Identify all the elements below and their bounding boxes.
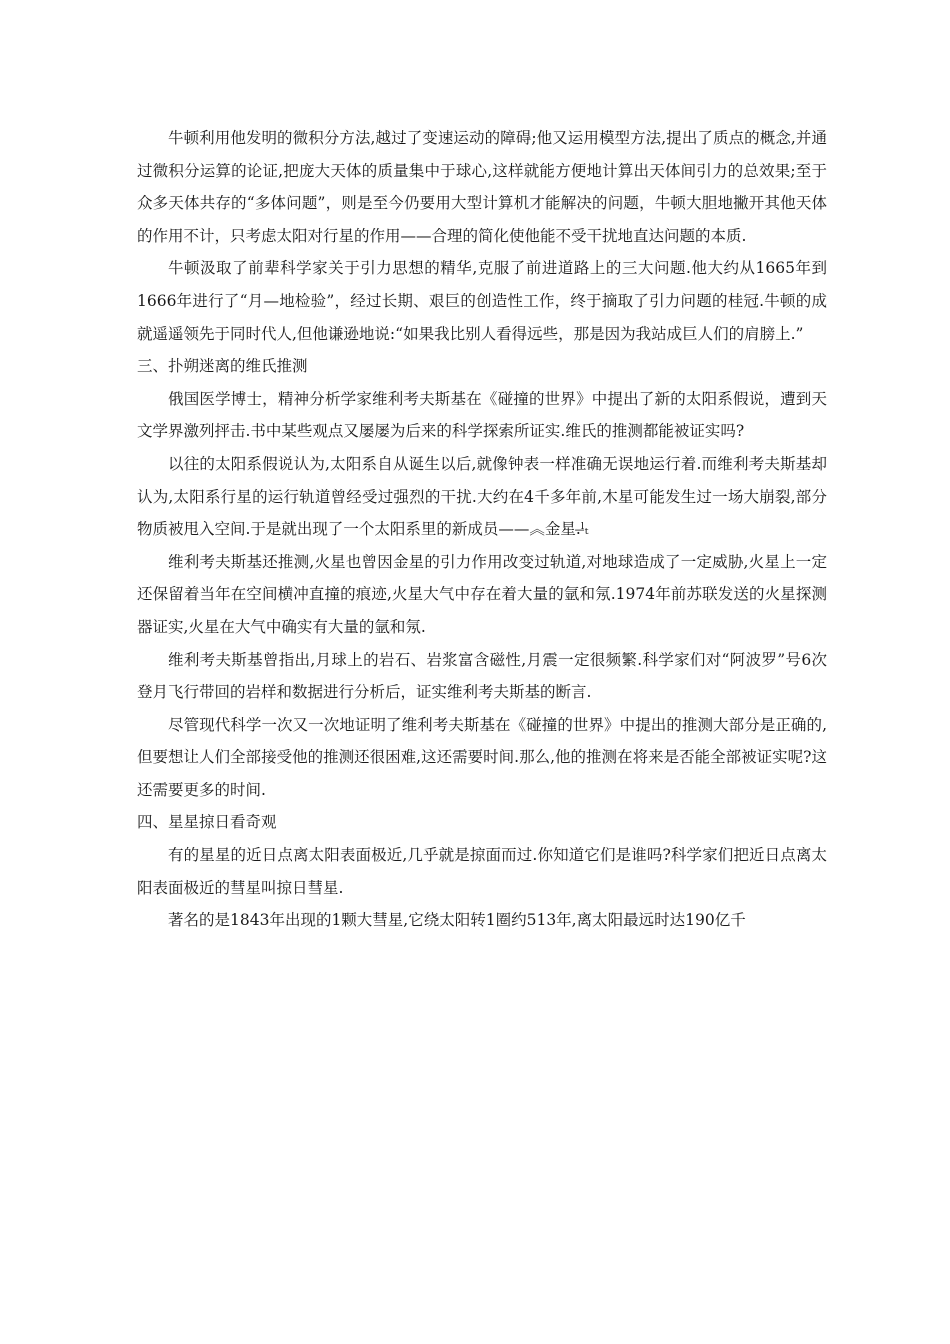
section-heading-3: 三、扑朔迷离的维氏推测 [137,357,308,376]
paragraph-sungrazers-intro: 有的星星的近日点离太阳表面极近,几乎就是掠面而过.你知道它们是谁吗?科学家们把近日点离太阳表面极近的彗星叫掠日彗星. [137,846,827,897]
paragraph-great-comet-1843: 著名的是1843年出现的1颗大彗星,它绕太阳转1圈约513年,离太阳最远时达190亿千 [168,911,746,930]
section-heading-4: 四、星星掠日看奇观 [137,813,277,832]
paragraph-velikovsky-mars: 维利考夫斯基还推测,火星也曾因金星的引力作用改变过轨道,对地球造成了一定威胁,火星上一定还保留着当年在空间横冲直撞的痕迹,火星大气中存在着大量的氩和氖.1974年前苏联发送的火星探测器证实,火星在大气中确实有大量的氩和氖. [137,552,827,636]
paragraph-newton-calculus: 牛顿利用他发明的微积分方法,越过了变速运动的障碍;他又运用模型方法,提出了质点的概念,并通过微积分运算的论证,把庞大天体的质量集中于球心,这样就能方便地计算出天体间引力的总效果;至于众多天体共存的“多体问题”，则是至今仍要用大型计算机才能解决的问题，牛顿大胆地撇开其他天体的作用不计，只考虑太阳对行星的作用——合理的简化使他能不受干扰地直达问题的本质. [137,129,827,245]
paragraph-velikovsky-intro: 俄国医学博士，精神分析学家维利考夫斯基在《碰撞的世界》中提出了新的太阳系假说，遭到天文学界激列抨击.书中某些观点又屡屡为后来的科学探索所证实.维氏的推测都能被证实吗? [137,389,827,441]
paragraph-velikovsky-moon: 维利考夫斯基曾指出,月球上的岩石、岩浆富含磁性,月震一定很频繁.科学家们对“阿波罗”号6次登月飞行带回的岩样和数据进行分析后，证实维利考夫斯基的断言. [137,650,827,702]
paragraph-newton-moon-earth: 牛顿汲取了前辈科学家关于引力思想的精华,克服了前进道路上的三大问题.他大约从1665年到1666年进行了“月—地检验”，经过长期、艰巨的创造性工作，终于摘取了引力问题的桂冠.牛顿的成就遥遥领先于同时代人,但他谦逊地说:“如果我比别人看得远些，那是因为我站成巨人们的肩膀上.” [137,259,827,343]
paragraph-velikovsky-conclusion: 尽管现代科学一次又一次地证明了维利考夫斯基在《碰撞的世界》中提出的推测大部分是正确的,但要想让人们全部接受他的推测还很困难,这还需要时间.那么,他的推测在将来是否能全部被证实呢?这还需要更多的时间. [137,715,827,799]
document-body [137,122,827,937]
paragraph-velikovsky-venus: 以往的太阳系假说认为,太阳系自从诞生以后,就像钟表一样准确无误地运行着.而维利考夫斯基却认为,太阳系行星的运行轨道曾经受过强烈的干扰.大约在4千多年前,木星可能发生过一场大崩裂,部分物质被甩入空间.于是就出现了一个太阳系里的新成员——︽金星.ˡ̶ₜ [137,454,827,539]
